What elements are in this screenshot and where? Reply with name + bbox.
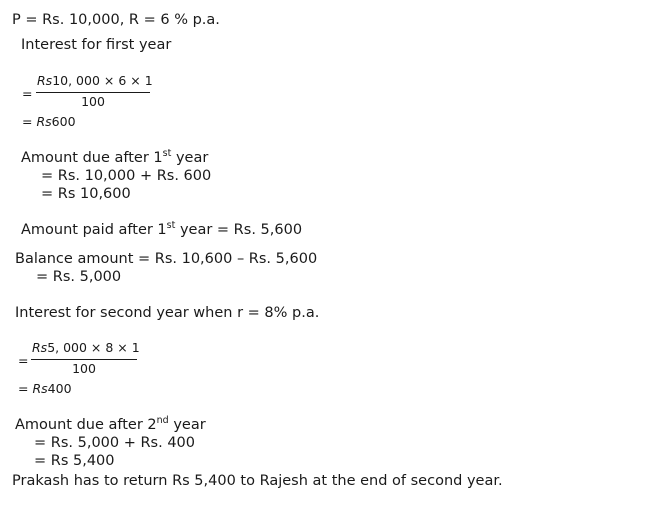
formula-numerator: Rs5, 000 × 8 × 1 bbox=[32, 340, 140, 355]
amount-due-first-year-total: = Rs 10,600 bbox=[41, 186, 131, 202]
conclusion: Prakash has to return Rs 5,400 to Rajesh at the end of second year. bbox=[12, 473, 503, 489]
formula-denominator: 100 bbox=[72, 361, 96, 376]
formula-denominator: 100 bbox=[81, 94, 105, 109]
fraction-bar bbox=[31, 359, 137, 360]
fraction-bar bbox=[36, 92, 150, 93]
amount-due-first-year-label: Amount due after 1st year bbox=[21, 148, 209, 166]
balance-amount-line: Balance amount = Rs. 10,600 – Rs. 5,600 bbox=[15, 251, 318, 267]
amount-due-second-year-label: Amount due after 2nd year bbox=[15, 415, 206, 433]
amount-due-second-year-sum: = Rs. 5,000 + Rs. 400 bbox=[34, 435, 196, 451]
formula-numerator: Rs10, 000 × 6 × 1 bbox=[37, 73, 153, 88]
first-year-heading: Interest for first year bbox=[21, 37, 172, 53]
equals-sign: = bbox=[18, 353, 29, 368]
equals-sign: = bbox=[22, 86, 33, 101]
amount-due-first-year-sum: = Rs. 10,000 + Rs. 600 bbox=[41, 168, 212, 184]
formula-result: = Rs600 bbox=[22, 114, 76, 129]
given-values: P = Rs. 10,000, R = 6 % p.a. bbox=[12, 12, 220, 28]
formula-result: = Rs400 bbox=[18, 381, 72, 396]
amount-paid-line: Amount paid after 1st year = Rs. 5,600 bbox=[21, 220, 303, 238]
balance-amount-result: = Rs. 5,000 bbox=[36, 269, 122, 285]
amount-due-second-year-total: = Rs 5,400 bbox=[34, 453, 115, 469]
second-year-heading: Interest for second year when r = 8% p.a. bbox=[15, 305, 320, 321]
